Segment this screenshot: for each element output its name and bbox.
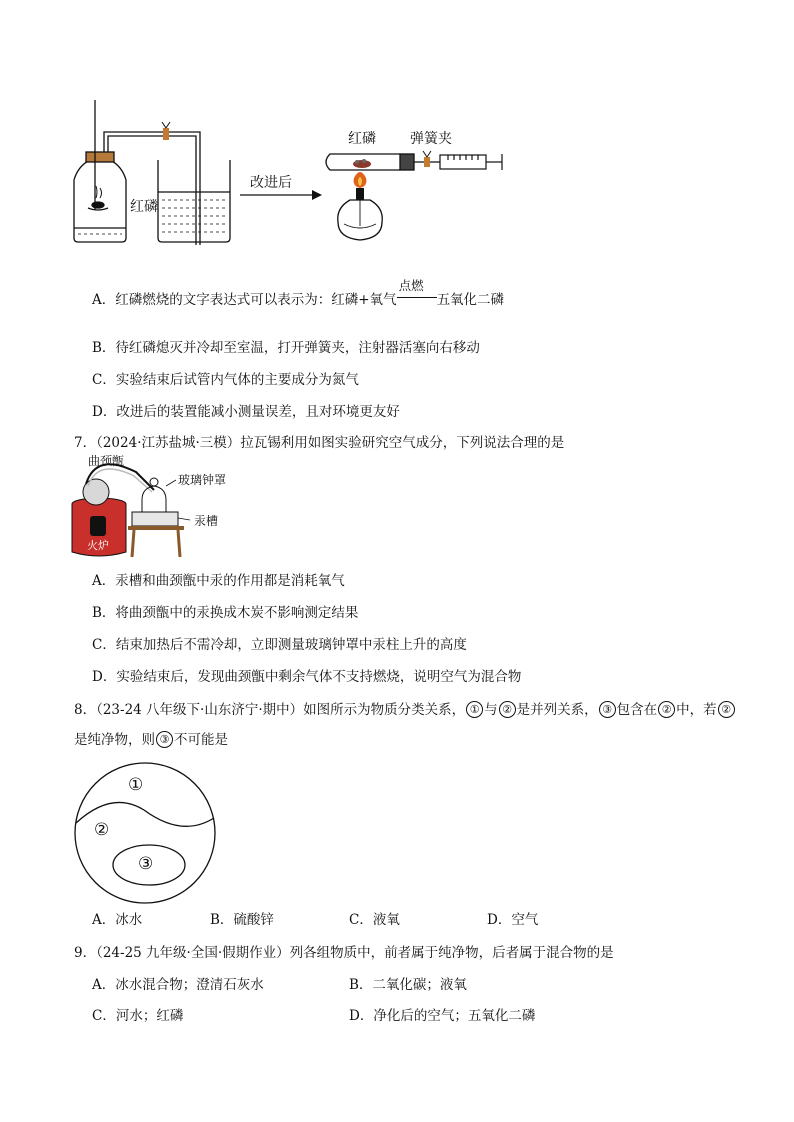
q6-apparatus-figure [60, 100, 530, 250]
q6-option-d: D．改进后的装置能减小测量误差，且对环境更友好 [92, 404, 400, 420]
gas-jar [74, 100, 126, 242]
q8-diagram-label-2: ② [94, 820, 110, 840]
q9-option-a: A．冰水混合物；澄清石灰水 [92, 977, 264, 993]
q9-option-d: D．净化后的空气；五氧化二磷 [349, 1008, 536, 1024]
q8-stem-line1 [74, 698, 736, 718]
q7-label-mercury-trough: 汞槽 [194, 514, 219, 528]
q8-stem-part: 包含在 [616, 702, 658, 718]
spring-clip-icon [423, 151, 431, 167]
circled-number: ② [499, 701, 516, 718]
fig6-label-red-phosphorus-right: 红磷 [348, 131, 376, 147]
retort [83, 464, 154, 505]
circled-number: ③ [599, 701, 616, 718]
q7-label-retort: 曲颈甑 [88, 454, 125, 468]
q6-option-a-suffix: 五氧化二磷 [436, 292, 505, 308]
q8-stem-part: 是并列关系， [516, 702, 598, 718]
q9-option-b: B．二氧化碳；液氧 [349, 977, 467, 993]
q8-option-c: C．液氧 [349, 912, 400, 928]
q6-option-a-prefix: A．红磷燃烧的文字表达式可以表示为：红磷+氧气 [92, 292, 397, 308]
q8-stem-part: 与 [484, 702, 498, 718]
q7-option-b: B．将曲颈甑中的汞换成木炭不影响测定结果 [92, 605, 359, 621]
red-phosphorus [353, 159, 371, 168]
circled-number: ① [466, 701, 483, 718]
q8-diagram-label-1: ① [128, 775, 144, 795]
q7-label-bell-jar: 玻璃钟罩 [178, 473, 227, 487]
alcohol-lamp [338, 172, 383, 240]
syringe [440, 154, 502, 170]
q7-option-c: C．结束加热后不需冷却，立即测量玻璃钟罩中汞柱上升的高度 [92, 637, 467, 653]
test-tube [326, 154, 440, 170]
beaker [158, 160, 230, 242]
reaction-condition [397, 278, 437, 306]
q8-stem-line2 [74, 728, 228, 748]
clip-icon [162, 122, 170, 140]
furnace [72, 498, 126, 556]
q6-option-b: B．待红磷熄灭并冷却至室温，打开弹簧夹，注射器活塞向右移动 [92, 340, 480, 356]
svg-text:火炉: 火炉 [87, 539, 109, 552]
q8-stem-part: 是纯净物，则 [74, 732, 155, 748]
q7-stem: 7．（2024·江苏盐城·三模）拉瓦锡利用如图实验研究空气成分，下列说法合理的是 [74, 435, 565, 451]
q6-option-a [92, 278, 505, 308]
circled-number: ② [718, 701, 735, 718]
q7-option-a: A．汞槽和曲颈甑中汞的作用都是消耗氧气 [92, 573, 345, 589]
q8-option-d: D．空气 [487, 912, 539, 928]
q9-option-c: C．河水；红磷 [92, 1008, 184, 1024]
q8-option-a: A．冰水 [92, 912, 143, 928]
reaction-condition-text: 点燃 [398, 278, 424, 293]
fig6-label-spring-clip: 弹簧夹 [410, 131, 452, 147]
q8-diagram-label-3: ③ [138, 854, 154, 874]
circled-number: ③ [156, 731, 173, 748]
mercury-trough [128, 512, 184, 557]
q6-option-c: C．实验结束后试管内气体的主要成分为氮气 [92, 372, 359, 388]
circled-number: ② [658, 701, 675, 718]
q8-option-b: B．硫酸锌 [210, 912, 274, 928]
q8-stem-part: 不可能是 [174, 732, 228, 748]
q8-stem-part: 中，若 [676, 702, 717, 718]
q9-stem: 9．（24-25 九年级·全国·假期作业）列各组物质中，前者属于纯净物，后者属于混合物的是 [74, 945, 614, 961]
q7-option-d: D．实验结束后，发现曲颈甑中剩余气体不支持燃烧，说明空气为混合物 [92, 669, 522, 685]
fig6-label-red-phosphorus-left: 红磷 [130, 199, 158, 215]
q8-stem-part: 8．（23-24 八年级下·山东济宁·期中）如图所示为物质分类关系， [74, 702, 466, 718]
fig6-label-arrow: 改进后 [250, 175, 292, 191]
